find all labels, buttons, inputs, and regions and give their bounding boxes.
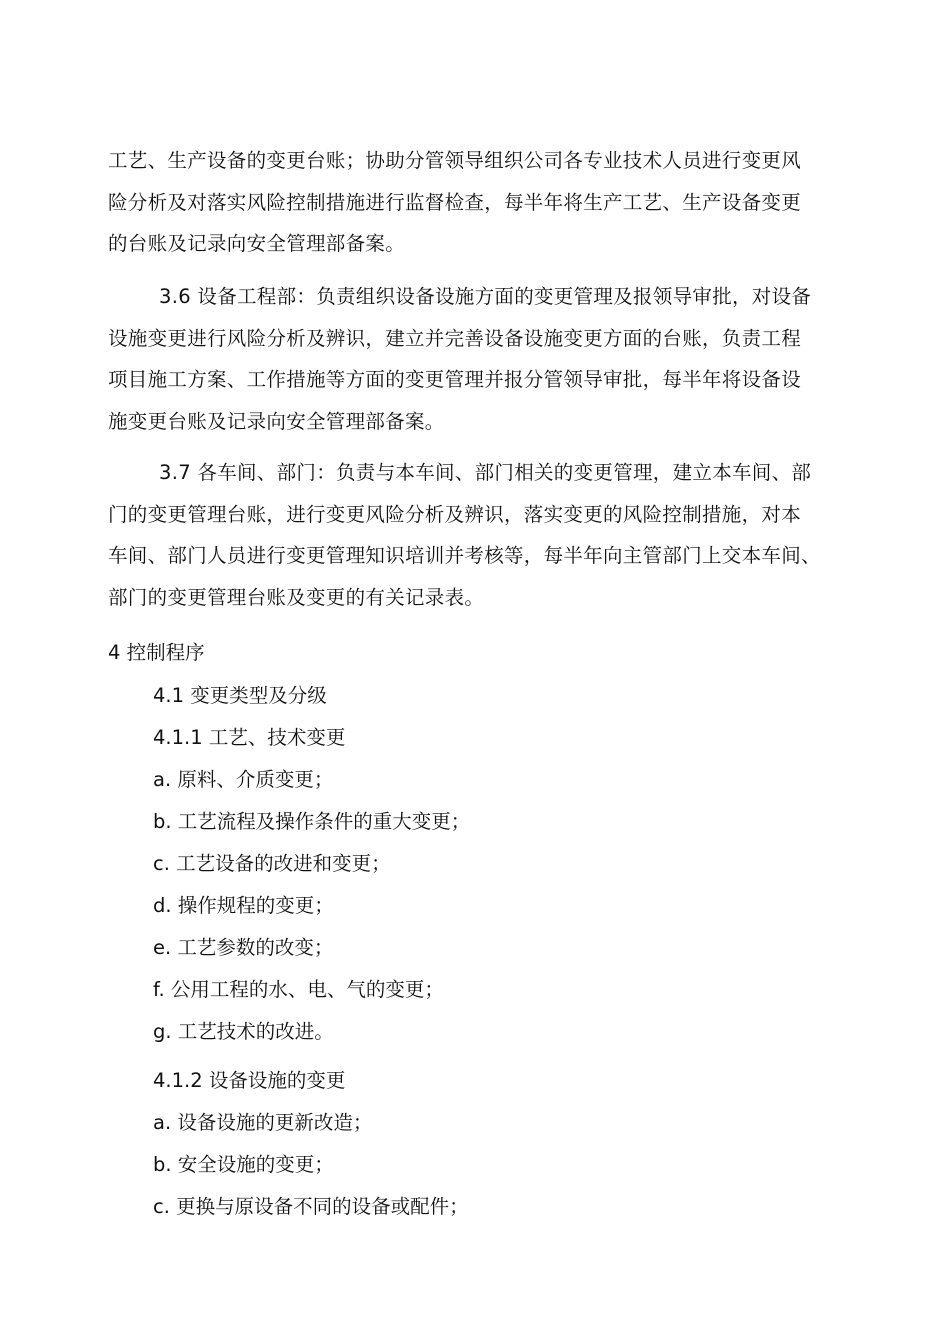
paragraph-line: 设施变更进行风险分析及辨识，建立并完善设备设施变更方面的台账，负责工程	[108, 326, 802, 350]
paragraph-line: 项目施工方案、工作措施等方面的变更管理并报分管领导审批，每半年将设备设	[108, 368, 802, 391]
list-item: c. 工艺设备的改进和变更；	[153, 852, 391, 875]
paragraph-line: 车间、部门人员进行变更管理知识培训并考核等，每半年向主管部门上交本车间、	[108, 544, 821, 567]
section-4-1-heading: 4.1 变更类型及分级	[153, 684, 327, 707]
list-item: c. 更换与原设备不同的设备或配件；	[153, 1195, 469, 1218]
paragraph-line: 3.6 设备工程部：负责组织设备设施方面的变更管理及报领导审批，对设备	[159, 285, 812, 308]
list-item: g. 工艺技术的改进。	[153, 1020, 334, 1043]
paragraph-line: 3.7 各车间、部门：负责与本车间、部门相关的变更管理，建立本车间、部	[159, 461, 812, 484]
paragraph-line: 险分析及对落实风险控制措施进行监督检查，每半年将生产工艺、生产设备变更	[108, 190, 802, 214]
section-4-heading: 4 控制程序	[108, 641, 205, 664]
paragraph-line: 部门的变更管理台账及变更的有关记录表。	[108, 585, 485, 609]
paragraph-line: 施变更台账及记录向安全管理部备案。	[108, 409, 445, 433]
paragraph-line: 门的变更管理台账，进行变更风险分析及辨识，落实变更的风险控制措施，对本	[108, 502, 802, 526]
list-item: b. 安全设施的变更；	[153, 1153, 334, 1176]
paragraph-line: 的台账及记录向安全管理部备案。	[108, 232, 406, 255]
paragraph-3-7	[108, 452, 890, 618]
list-item: e. 工艺参数的改变；	[153, 936, 334, 959]
list-item: a. 设备设施的更新改造；	[153, 1111, 373, 1134]
paragraph-line: 工艺、生产设备的变更台账；协助分管领导组织公司各专业技术人员进行变更风	[108, 149, 802, 172]
list-item: a. 原料、介质变更；	[153, 768, 334, 791]
paragraph-3-6	[108, 276, 890, 442]
section-4-1-2-heading: 4.1.2 设备设施的变更	[153, 1069, 346, 1092]
section-4-1-1-heading: 4.1.1 工艺、技术变更	[153, 726, 346, 749]
list-item: b. 工艺流程及操作条件的重大变更；	[153, 810, 471, 833]
list-item: d. 操作规程的变更；	[153, 894, 334, 917]
list-item: f. 公用工程的水、电、气的变更；	[153, 978, 444, 1001]
paragraph-intro	[108, 140, 890, 265]
